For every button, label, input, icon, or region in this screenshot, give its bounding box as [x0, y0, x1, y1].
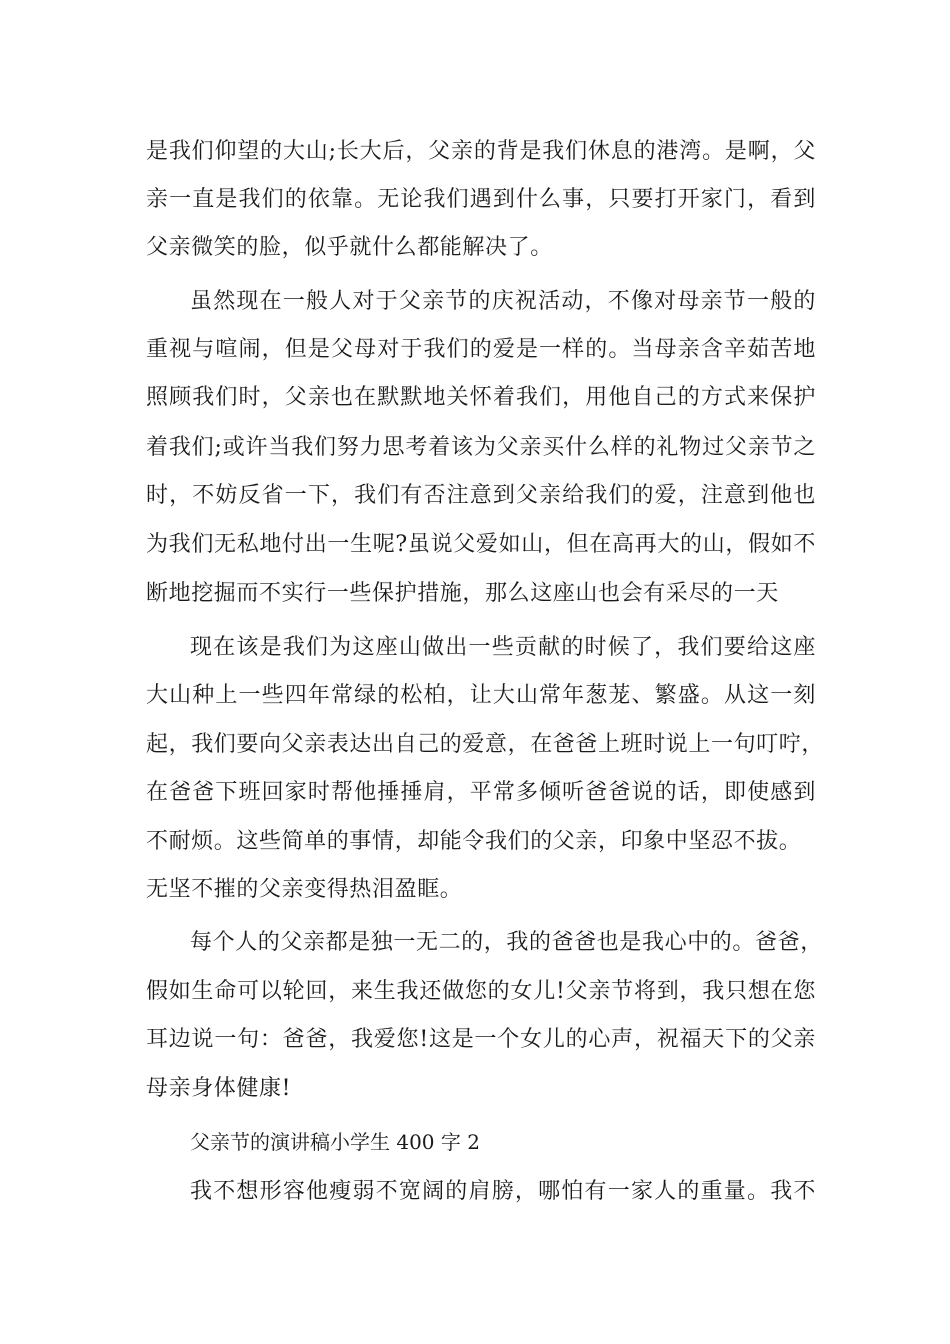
text-line: 时，不妨反省一下，我们有否注意到父亲给我们的爱，注意到他也	[146, 483, 816, 508]
paragraph-first-line: 现在该是我们为这座山做出一些贡献的时候了，我们要给这座	[190, 635, 816, 660]
text-line: 起，我们要向父亲表达出自己的爱意，在爸爸上班时说上一句叮咛，	[146, 732, 825, 757]
text-line: 无坚不摧的父亲变得热泪盈眶。	[146, 877, 463, 902]
text-line: 是我们仰望的大山;长大后，父亲的背是我们休息的港湾。是啊，父	[146, 139, 816, 164]
text-line: 为我们无私地付出一生呢?虽说父爱如山，但在高再大的山，假如不	[146, 532, 816, 557]
text-line: 断地挖掘而不实行一些保护措施，那么这座山也会有采尽的一天	[146, 581, 779, 606]
text-line: 母亲身体健康!	[146, 1076, 292, 1101]
text-line: 耳边说一句：爸爸，我爱您!这是一个女儿的心声，祝福天下的父亲	[146, 1027, 816, 1052]
text-line: 重视与喧闹，但是父母对于我们的爱是一样的。当母亲含辛茹苦地	[146, 337, 816, 362]
text-line: 照顾我们时，父亲也在默默地关怀着我们，用他自己的方式来保护	[146, 385, 816, 410]
text-line: 在爸爸下班回家时帮他捶捶肩，平常多倾听爸爸说的话，即使感到	[146, 780, 816, 805]
text-line: 大山种上一些四年常绿的松柏，让大山常年葱茏、繁盛。从这一刻	[146, 683, 816, 708]
paragraph-first-line: 我不想形容他瘦弱不宽阔的肩膀，哪怕有一家人的重量。我不	[190, 1179, 816, 1204]
paragraph-first-line: 虽然现在一般人对于父亲节的庆祝活动，不像对母亲节一般的	[190, 289, 816, 314]
paragraph-first-line: 每个人的父亲都是独一无二的，我的爸爸也是我心中的。爸爸，	[190, 930, 823, 955]
text-line: 父亲微笑的脸，似乎就什么都能解决了。	[146, 235, 553, 260]
text-line: 不耐烦。这些简单的事情，却能令我们的父亲，印象中坚忍不拔。	[146, 829, 802, 854]
section-heading: 父亲节的演讲稿小学生 400 字 2	[190, 1130, 480, 1154]
text-line: 亲一直是我们的依靠。无论我们遇到什么事，只要打开家门，看到	[146, 187, 816, 212]
text-line: 着我们;或许当我们努力思考着该为父亲买什么样的礼物过父亲节之	[146, 435, 816, 460]
text-line: 假如生命可以轮回，来生我还做您的女儿!父亲节将到，我只想在您	[146, 979, 816, 1004]
